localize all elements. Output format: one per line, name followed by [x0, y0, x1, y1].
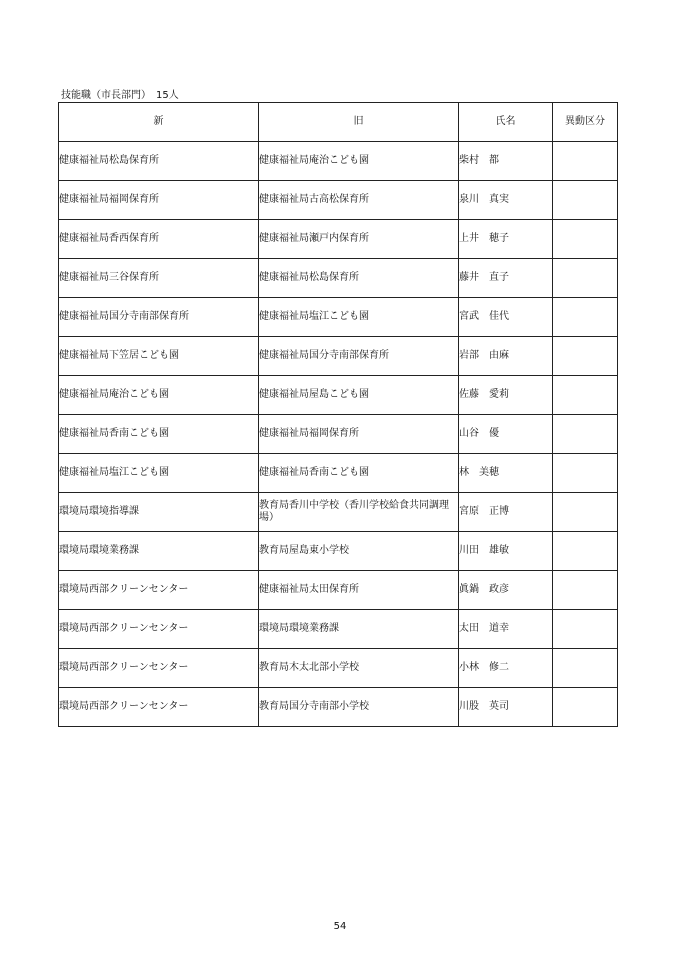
- name-cell: 藤井 直子: [459, 259, 553, 298]
- old-position-cell: 教育局香川中学校（香川学校給食共同調理場）: [259, 493, 459, 532]
- table-row: [59, 142, 618, 181]
- new-position-cell: 健康福祉局香西保育所: [59, 220, 259, 259]
- personnel-transfer-table: [58, 102, 618, 727]
- table-row: [59, 220, 618, 259]
- transfer-category-cell: [553, 337, 618, 376]
- table-row: [59, 493, 618, 532]
- transfer-category-cell: [553, 454, 618, 493]
- table-header-row: [59, 103, 618, 142]
- new-position-cell: 健康福祉局福岡保育所: [59, 181, 259, 220]
- old-position-cell: 健康福祉局塩江こども園: [259, 298, 459, 337]
- table-row: [59, 415, 618, 454]
- new-position-cell: 健康福祉局塩江こども園: [59, 454, 259, 493]
- section-heading: 技能職（市長部門） 15人: [61, 90, 179, 101]
- transfer-category-cell: [553, 376, 618, 415]
- name-cell: 岩部 由麻: [459, 337, 553, 376]
- header-old: 旧: [259, 103, 459, 142]
- transfer-category-cell: [553, 415, 618, 454]
- table-row: [59, 454, 618, 493]
- new-position-cell: 健康福祉局国分寺南部保育所: [59, 298, 259, 337]
- table-row: [59, 337, 618, 376]
- header-transfer-category: 異動区分: [553, 103, 618, 142]
- name-cell: 川股 英司: [459, 688, 553, 727]
- table-row: [59, 298, 618, 337]
- transfer-category-cell: [553, 571, 618, 610]
- name-cell: 川田 雄敏: [459, 532, 553, 571]
- new-position-cell: 環境局西部クリーンセンター: [59, 610, 259, 649]
- old-position-cell: 健康福祉局福岡保育所: [259, 415, 459, 454]
- new-position-cell: 健康福祉局三谷保育所: [59, 259, 259, 298]
- name-cell: 林 美穂: [459, 454, 553, 493]
- new-position-cell: 健康福祉局香南こども園: [59, 415, 259, 454]
- table-row: [59, 259, 618, 298]
- name-cell: 宮原 正博: [459, 493, 553, 532]
- table-row: [59, 532, 618, 571]
- transfer-category-cell: [553, 532, 618, 571]
- name-cell: 泉川 真実: [459, 181, 553, 220]
- table-row: [59, 181, 618, 220]
- transfer-category-cell: [553, 610, 618, 649]
- transfer-category-cell: [553, 181, 618, 220]
- old-position-cell: 健康福祉局古高松保育所: [259, 181, 459, 220]
- transfer-category-cell: [553, 142, 618, 181]
- transfer-category-cell: [553, 298, 618, 337]
- name-cell: 宮武 佳代: [459, 298, 553, 337]
- table-row: [59, 571, 618, 610]
- old-position-cell: 教育局国分寺南部小学校: [259, 688, 459, 727]
- old-position-cell: 健康福祉局香南こども園: [259, 454, 459, 493]
- old-position-cell: 環境局環境業務課: [259, 610, 459, 649]
- table-row: [59, 688, 618, 727]
- name-cell: 山谷 優: [459, 415, 553, 454]
- old-position-cell: 教育局屋島東小学校: [259, 532, 459, 571]
- name-cell: 上井 穂子: [459, 220, 553, 259]
- old-position-cell: 健康福祉局太田保育所: [259, 571, 459, 610]
- transfer-category-cell: [553, 649, 618, 688]
- header-new: 新: [59, 103, 259, 142]
- header-name: 氏名: [459, 103, 553, 142]
- old-position-cell: 健康福祉局国分寺南部保育所: [259, 337, 459, 376]
- name-cell: 柴村 都: [459, 142, 553, 181]
- page-number: 54: [333, 921, 347, 932]
- new-position-cell: 環境局環境指導課: [59, 493, 259, 532]
- transfer-category-cell: [553, 259, 618, 298]
- new-position-cell: 健康福祉局庵治こども園: [59, 376, 259, 415]
- old-position-cell: 健康福祉局屋島こども園: [259, 376, 459, 415]
- old-position-cell: 健康福祉局松島保育所: [259, 259, 459, 298]
- name-cell: 佐藤 愛莉: [459, 376, 553, 415]
- table-row: [59, 649, 618, 688]
- new-position-cell: 環境局西部クリーンセンター: [59, 649, 259, 688]
- old-position-cell: 健康福祉局庵治こども園: [259, 142, 459, 181]
- name-cell: 太田 道幸: [459, 610, 553, 649]
- name-cell: 小林 修二: [459, 649, 553, 688]
- table-row: [59, 376, 618, 415]
- old-position-cell: 教育局木太北部小学校: [259, 649, 459, 688]
- transfer-category-cell: [553, 493, 618, 532]
- transfer-category-cell: [553, 688, 618, 727]
- table-row: [59, 610, 618, 649]
- new-position-cell: 環境局西部クリーンセンター: [59, 571, 259, 610]
- new-position-cell: 環境局西部クリーンセンター: [59, 688, 259, 727]
- new-position-cell: 健康福祉局松島保育所: [59, 142, 259, 181]
- new-position-cell: 健康福祉局下笠居こども園: [59, 337, 259, 376]
- name-cell: 眞鍋 政彦: [459, 571, 553, 610]
- old-position-cell: 健康福祉局瀬戸内保育所: [259, 220, 459, 259]
- new-position-cell: 環境局環境業務課: [59, 532, 259, 571]
- transfer-category-cell: [553, 220, 618, 259]
